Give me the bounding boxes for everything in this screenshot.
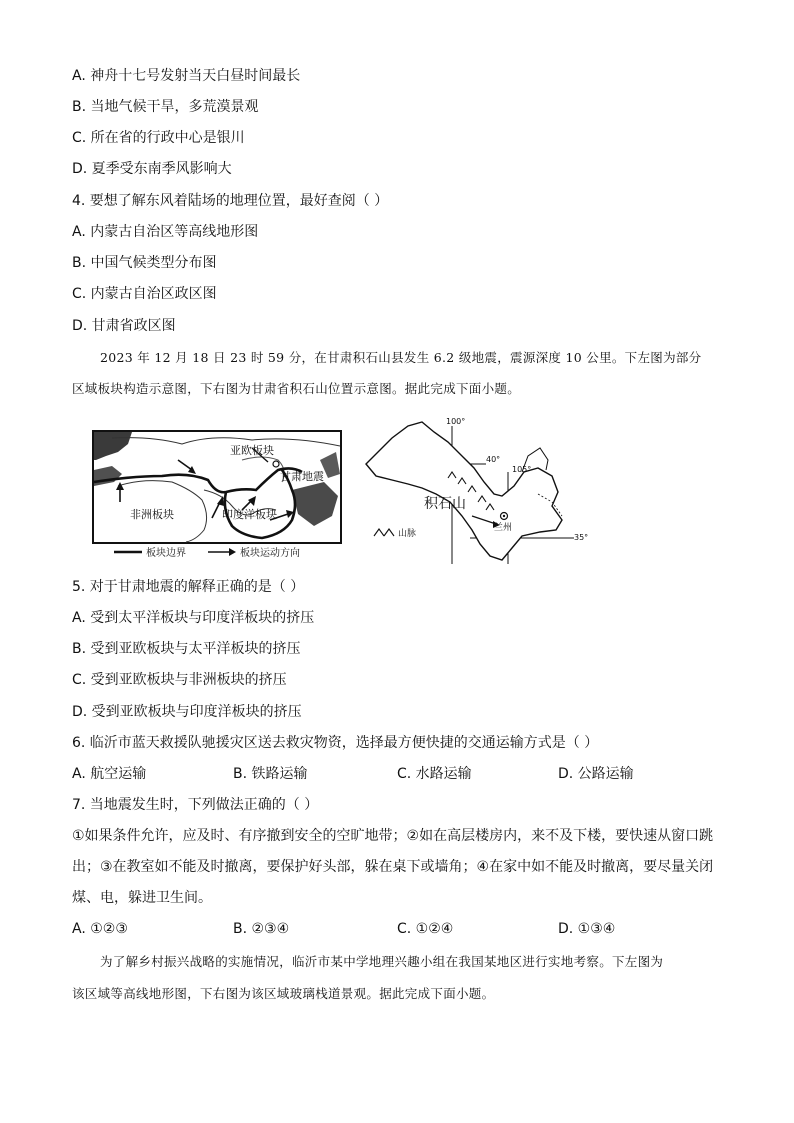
q7-option-c: C. ①②④ <box>397 921 454 937</box>
q4-option-c: C. 内蒙古自治区政区图 <box>72 286 217 302</box>
q5-option-c: C. 受到亚欧板块与非洲板块的挤压 <box>72 672 287 688</box>
label-lat-35: 35° <box>574 533 589 542</box>
passage2-line2: 该区域等高线地形图，下右图为该区域玻璃栈道景观。据此完成下面小题。 <box>72 986 495 1001</box>
q3-option-c: C. 所在省的行政中心是银川 <box>72 130 245 146</box>
mountain-legend-icon <box>374 529 394 536</box>
q4-option-b: B. 中国气候类型分布图 <box>72 255 217 271</box>
q5-stem: 5. 对于甘肃地震的解释正确的是（ ） <box>72 579 305 595</box>
q7-option-a: A. ①②③ <box>72 921 128 937</box>
legend-motion-label: 板块运动方向 <box>240 548 300 559</box>
q7-option-d: D. ①③④ <box>558 921 616 937</box>
label-indian-plate: 印度洋板块 <box>222 508 277 521</box>
label-lon-100: 100° <box>446 417 466 426</box>
label-lat-40: 40° <box>486 455 501 464</box>
gansu-map-figure <box>362 412 594 568</box>
q7-stem: 7. 当地震发生时，下列做法正确的（ ） <box>72 797 319 813</box>
q7-option-b: B. ②③④ <box>233 921 290 937</box>
passage1-line2: 区域板块构造示意图，下右图为甘肃省积石山位置示意图。据此完成下面小题。 <box>72 381 521 396</box>
q3-option-a: A. 神舟十七号发射当天白昼时间最长 <box>72 68 301 84</box>
label-africa-plate: 非洲板块 <box>130 508 174 521</box>
plate-map-figure <box>92 430 344 568</box>
q6-option-b: B. 铁路运输 <box>233 766 308 782</box>
passage1-line1: 2023 年 12 月 18 日 23 时 59 分，在甘肃积石山县发生 6.2 级地震，震源深度 10 公里。下左图为部分 <box>100 350 702 365</box>
label-gansu-quake: 甘肃地震 <box>280 470 324 483</box>
q4-option-a: A. 内蒙古自治区等高线地形图 <box>72 224 259 240</box>
gansu-outline <box>366 422 562 560</box>
q6-option-d: D. 公路运输 <box>558 766 634 782</box>
q7-body-line1: ①如果条件允许，应及时、有序撤到安全的空旷地带；②如在高层楼房内，来不及下楼，要快速从窗口跳 <box>72 828 714 844</box>
label-lon-105: 105° <box>512 465 532 474</box>
q4-option-d: D. 甘肃省政区图 <box>72 318 176 334</box>
q6-option-c: C. 水路运输 <box>397 766 472 782</box>
legend-boundary-label: 板块边界 <box>146 548 186 559</box>
q7-body-line2: 出；③在教室如不能及时撤离，要保护好头部，躲在桌下或墙角；④在家中如不能及时撤离，要尽量关闭 <box>72 859 714 875</box>
q7-body-line3: 煤、电，躲进卫生间。 <box>72 890 212 906</box>
legend-mountain-label: 山脉 <box>398 529 417 539</box>
q5-option-a: A. 受到太平洋板块与印度洋板块的挤压 <box>72 610 315 626</box>
q5-option-b: B. 受到亚欧板块与太平洋板块的挤压 <box>72 641 301 657</box>
plate-map-svg <box>92 430 344 568</box>
q6-stem: 6. 临沂市蓝天救援队驰援灾区送去救灾物资，选择最方便快捷的交通运输方式是（ ） <box>72 735 599 751</box>
gansu-map-svg <box>362 412 594 568</box>
passage2-line1: 为了解乡村振兴战略的实施情况，临沂市某中学地理兴趣小组在我国某地区进行实地考察。下左图为 <box>100 954 664 969</box>
q4-stem: 4. 要想了解东风着陆场的地理位置，最好查阅（ ） <box>72 193 389 209</box>
q3-option-d: D. 夏季受东南季风影响大 <box>72 161 232 177</box>
label-lanzhou: 兰州 <box>494 523 513 533</box>
label-jishishan: 积石山 <box>424 496 466 512</box>
q3-option-b: B. 当地气候干旱，多荒漠景观 <box>72 99 259 115</box>
q6-option-a: A. 航空运输 <box>72 766 147 782</box>
q5-option-d: D. 受到亚欧板块与印度洋板块的挤压 <box>72 704 302 720</box>
label-eurasia-plate: 亚欧板块 <box>230 444 274 457</box>
